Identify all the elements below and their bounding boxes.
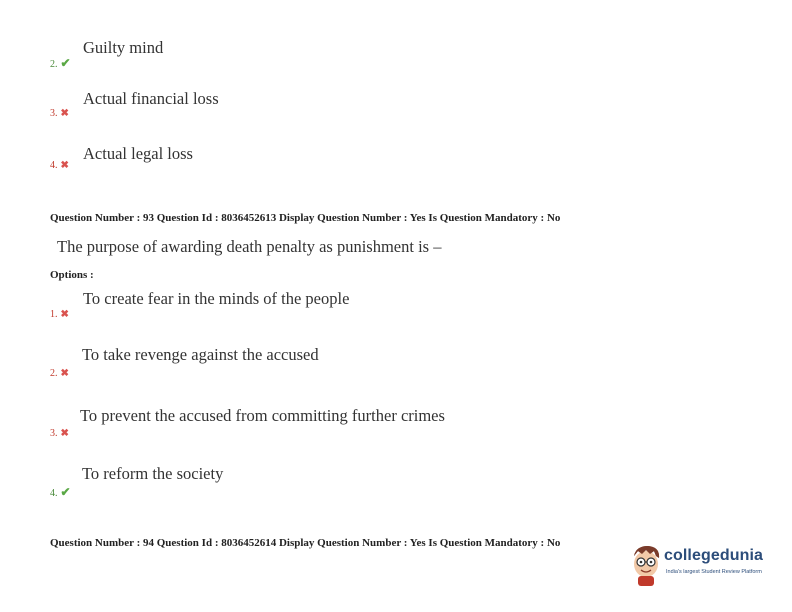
correct-check-icon: ✔ (60, 485, 71, 499)
correct-check-icon: ✔ (60, 56, 71, 70)
option-number: 4. (50, 160, 58, 171)
q93-option-3-text: To prevent the accused from committing further crimes (80, 406, 445, 425)
option-number: 2. (50, 59, 58, 70)
option-number: 4. (50, 488, 58, 499)
q93-option-3-number (50, 428, 69, 439)
question-93-text: The purpose of awarding death penalty as punishment is – (57, 237, 442, 256)
option-number: 2. (50, 368, 58, 379)
question-94-meta: Question Number : 94 Question Id : 8036452614 Display Question Number : Yes Is Question Mandatory : No (50, 537, 561, 549)
q93-option-1-text: To create fear in the minds of the people (83, 289, 350, 308)
option-number: 3. (50, 428, 58, 439)
prev-option-2-number (50, 56, 71, 71)
option-number: 3. (50, 108, 58, 119)
logo-tagline: India's largest Student Review Platform (666, 569, 762, 575)
wrong-cross-icon: ✖ (60, 428, 69, 439)
option-number: 1. (50, 309, 58, 320)
question-93-meta: Question Number : 93 Question Id : 8036452613 Display Question Number : Yes Is Question Mandatory : No (50, 212, 561, 224)
options-label: Options : (50, 269, 94, 281)
mascot-icon (628, 542, 664, 586)
q93-option-4-number (50, 485, 71, 500)
prev-option-3-number (50, 108, 69, 119)
prev-option-4-number (50, 160, 69, 171)
q93-option-1-number (50, 309, 69, 320)
wrong-cross-icon: ✖ (60, 368, 69, 379)
q93-option-2-text: To take revenge against the accused (82, 345, 319, 364)
prev-option-2-text: Guilty mind (83, 38, 164, 57)
prev-option-4-text: Actual legal loss (83, 144, 193, 163)
wrong-cross-icon: ✖ (60, 160, 69, 171)
wrong-cross-icon: ✖ (60, 309, 69, 320)
collegedunia-logo (628, 538, 778, 588)
q93-option-4-text: To reform the society (82, 464, 224, 483)
logo-name: collegedunia (664, 547, 763, 564)
prev-option-3-text: Actual financial loss (83, 89, 219, 108)
wrong-cross-icon: ✖ (60, 108, 69, 119)
q93-option-2-number (50, 368, 69, 379)
